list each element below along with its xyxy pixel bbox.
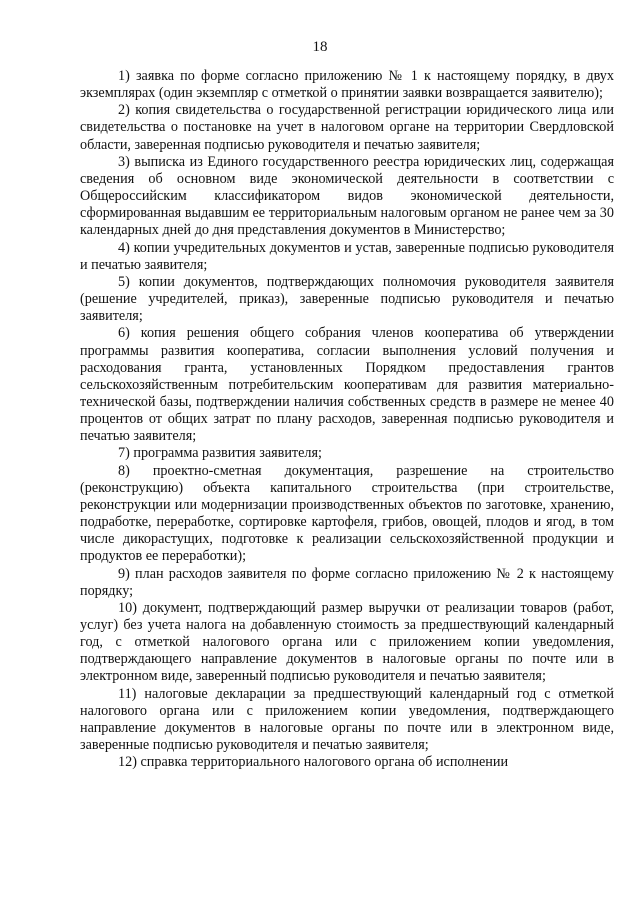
list-item: 8) проектно-сметная документация, разрешение на строительство (реконструкцию) объекта капитального строительства (при строительстве, реконструкции или модернизации производственных объектов по заготовке, хранению, подработке, переработке, сортировке картофеля, грибов, овощей, плодов и ягод, в том числе дикорастущих, подготовке к реализации сельскохозяйственной продукции и продуктов ее переработки); (80, 462, 614, 565)
list-item: 4) копии учредительных документов и устав, заверенные подписью руководителя и печатью заявителя; (80, 239, 614, 273)
list-item: 12) справка территориального налогового органа об исполнении (118, 754, 509, 771)
list-item: 1) заявка по форме согласно приложению № 1 к настоящему порядку, в двух экземплярах (один экземпляр с отметкой о принятии заявки возвращается заявителю); (80, 68, 614, 102)
list-item: 11) налоговые декларации за предшествующий календарный год с отметкой налогового органа или с приложением копии уведомления, подтверждающего направление документов в налоговые органы по почте или в электронном виде, заверенные подписью руководителя и печатью заявителя; (80, 685, 614, 754)
list-item: 7) программа развития заявителя; (118, 445, 322, 462)
list-item: 10) документ, подтверждающий размер выручки от реализации товаров (работ, услуг) без учета налога на добавленную стоимость за предшествующий календарный год, с отметкой налогового органа или с приложением копии уведомления, подтверждающего направление документов в налоговые органы по почте или в электронном виде, заверенный подписью руководителя и печатью заявителя; (80, 599, 614, 685)
list-item: 6) копия решения общего собрания членов кооператива об утверждении программы развития кооператива, согласии выполнения условий получения и расходования гранта, установленных Порядком предоставления грантов сельскохозяйственным потребительским кооперативам для развития материально-технической базы, подтверждении наличия собственных средств в размере не менее 40 процентов от общих затрат по плану расходов, заверенная подписью руководителя и печатью заявителя; (80, 325, 614, 445)
list-item: 3) выписка из Единого государственного реестра юридических лиц, содержащая сведения об основном виде экономической деятельности в соответствии с Общероссийским классификатором видов экономической деятельности, сформированная выдавшим ее территориальным налоговым органом не ранее чем за 30 календарных дней до дня представления документов в Министерство; (80, 153, 614, 239)
document-body (80, 68, 614, 771)
list-item: 5) копии документов, подтверждающих полномочия руководителя заявителя (решение учредителей, приказ), заверенные подписью руководителя и печатью заявителя; (80, 273, 614, 325)
page-number: 18 (312, 39, 328, 55)
list-item: 9) план расходов заявителя по форме согласно приложению № 2 к настоящему порядку; (80, 565, 614, 599)
list-item: 2) копия свидетельства о государственной регистрации юридического лица или свидетельства о постановке на учет в налоговом органе на территории Свердловской области, заверенная подписью руководителя и печатью заявителя; (80, 102, 614, 153)
